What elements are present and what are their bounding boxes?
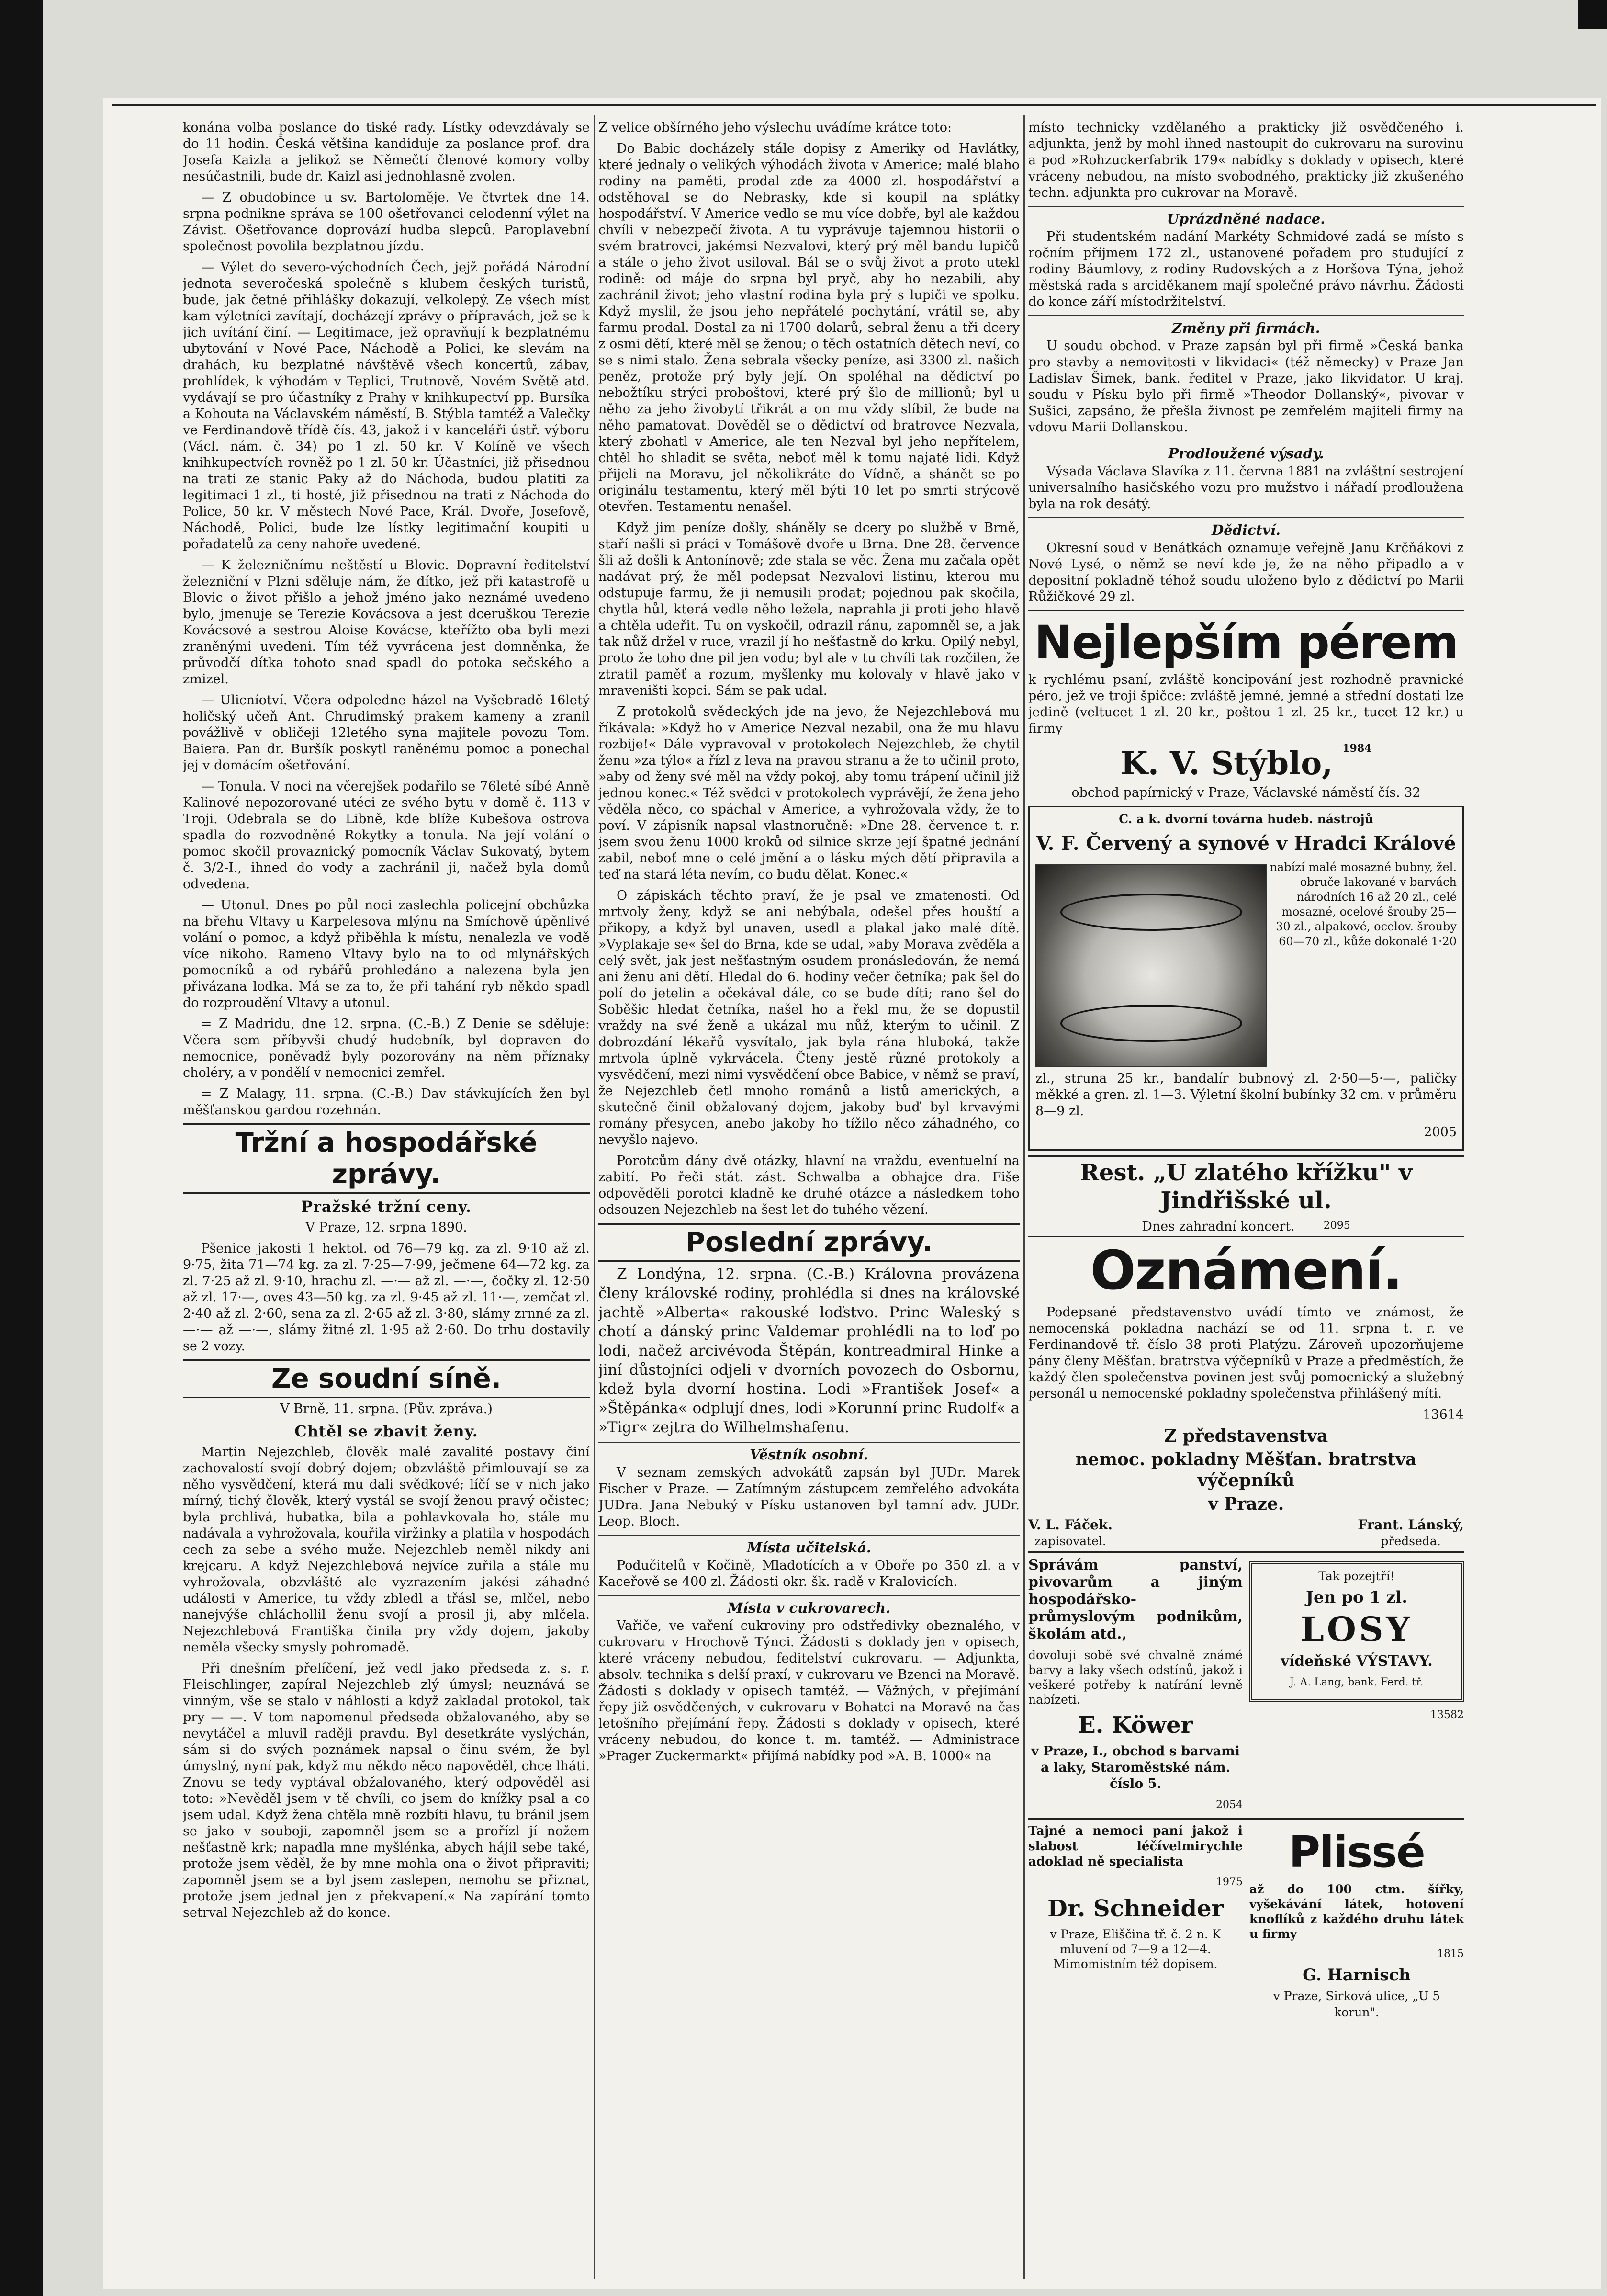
ad-restaurant: [1028, 1155, 1464, 1237]
ad-plisse-address: v Praze, Sirková ulice, „U 5 korun".: [1273, 1989, 1440, 2019]
ad-number: 1984: [1342, 742, 1372, 755]
article-text: konána volba poslance do tiské rady. Lístky odevzdávaly se do 11 hodin. Česká většina kandiduje za poslance prof. dra Josefa Kaizla a jelikož se Němečtí členové komory volby nesúčastnili, bude dr. Kaizl asi jednohlasně zvolen.: [183, 120, 590, 184]
article-text: = Z Malagy, 11. srpna. (C.-B.) Dav stávkujících žen byl měšťanskou gardou rozehnán.: [183, 1086, 590, 1118]
ad-announcement-head1: Z představenstva: [1164, 1426, 1328, 1446]
inheritance-text: Okresní soud v Benátkách oznamuje veřejně Janu Krčňákovi z Nové Lysé, o němž se neví kde je, že na něho připadlo a v depositní pokladně téhož soudu uloženo bylo z dědictví po Marii Růžičkové 29 zl.: [1028, 541, 1464, 604]
ad-lottery-title: LOSY: [1300, 1609, 1413, 1649]
vestnik-text: V seznam zemských advokátů zapsán byl JUDr. Marek Fischer v Praze. — Zatímným zástupcem zemřelého advokáta JUDra. Jana Nebuký v Písku ustanoven byl tamní adv. JUDr. Leop. Bloch.: [598, 1465, 1020, 1529]
ad-announcement-text: Podepsané představenstvo uvádí tímto ve známost, že nemocenská pokladna nachází se od 11. srpna t. r. ve Ferdinandově tř. číslo 38 proti Platýzu. Zároveň upozorňujeme pány členy Měšťan. bratrstva výčepníků v Praze a předměstích, že každý člen společenstva povinen jest svůj pomocnický a služebný personál u nemocenské pokladny společenstva přihlášený míti.: [1028, 1305, 1464, 1401]
court-text: Do Babic docházely stále dopisy z Ameriky od Havlátky, které jednaly o velikých výhodách života v Americe; malé blaho rodiny na paměti, prodal zde za 4000 zl. hospodářství a odstěhoval se do Nebrasky, kde si koupil na splátky hospodářství. V Americe vedlo se mu více dobře, byl ale každou chvíli v nebezpečí života. A tu vyprávuje tajemnou historii o svém bratrovci, jakémsi Nezvalovi, který prý měl bandu lupičů a stále o jeho život usiloval. Bál se o svůj život a proto utekl rodině: od máje do srpna byl pryč, aby ho nezabili, aby zachránil život; jeho vlastní rodina byla prý s lupiči ve spolku. Když myslil, že jsou jeho nepřátelé pochytání, vrátil se, aby farmu prodal. Dostal za ni 1700 dolarů, sebral ženu a tři dcery z osmi dětí, které měl se ženou; o těch ostatních dětech neví, co se s nimi stalo. Žena sebrala všecky peníze, asi 3300 zl. našich peněz, protože prý byly její. On spoléhal na dědictví po nebožtíku strýci proboštovi, které prý šlo de millionů; byl u něho za jeho živobytí třikrát a on mu vždy slíbil, že bude na něho pamatovat. Dověděl se o dědictví od bratrovce Nezvala, který zbohatl v Americe, ale ten Nezval byl jeho nepřítelem, chtěl ho shladit se světa, neboť měl k tomu najaté lidi. Když přijeli na Moravu, jel několikráte do Vídně, a shánět se po originálu testamentu, který měl býti 10 let po smrti strýcově otevřen. Testamentu nenašel.: [598, 141, 1020, 514]
ad-paints-text: dovoluji sobě své chvalně známé barvy a laky všech odstínů, jakož i veškeré potřeby k natírání levně nabízeti.: [1028, 1648, 1243, 1707]
divider: [1028, 206, 1464, 207]
signature-role: zapisovatel.: [1034, 1534, 1106, 1548]
page-corner: [1578, 0, 1607, 29]
teaching-posts-text: Podučitelů v Kočině, Mladotících a v Oboře po 350 zl. a v Kaceřově se 400 zl. Žádosti okr. šk. radě v Kralovicích.: [598, 1558, 1020, 1589]
column-1: [183, 120, 590, 2279]
ad-drums-offer: nabízí malé mosazné bubny, žel. obruče lakované v barvách národních 16 až 20 zl., celé mosazné, ocelové šrouby 25—30 zl., alpakové, ocelov. šrouby 60—70 zl., kůže dokonalé 1·20: [1270, 860, 1457, 948]
ad-number: 2095: [1323, 1220, 1350, 1232]
section-title-latest: Poslední zprávy.: [598, 1223, 1020, 1262]
ad-plisse-firm: G. Harnisch: [1303, 1966, 1411, 1985]
heading-teaching-posts: Místa učitelská.: [747, 1539, 871, 1556]
drum-box-illustration: [1035, 864, 1267, 1067]
sugar-posts-text: místo technicky vzdělaného a prakticky již osvědčeného i. adjunkta, jenž by mohl ihned nastoupit do cukrovaru na surovinu a pod »Rohzuckerfabrik 179« nabídky s doklady v opisech, které vráceny nebudou, na místo svobodného, prakticky již zkušeného techn. adjunkta pro cukrovar na Moravě.: [1028, 120, 1464, 200]
ad-number: 2005: [1424, 1125, 1457, 1140]
ad-announcement: [1028, 1240, 1464, 1549]
ad-pen-text: k rychlému psaní, zvláště koncipování jest rozhodně pravnické péro, jež ve trojí špičce: zvláště jemné, jemné a střední dostati lze jedině (veltucet 1 zl. 20 kr., poštou 1 zl. 25 kr., tucet 12 kr.) u firmy: [1028, 672, 1464, 736]
ad-restaurant-title: Rest. „U zlatého křížku" v Jindřišské ul.: [1080, 1159, 1412, 1214]
privileges-text: Výsada Václava Slavíka z 11. června 1881 na zvláštní sestrojení universalního hasičského vozu pro mužstvo i nářadí prodloužena byla na rok desátý.: [1028, 464, 1464, 511]
ad-number: 1975: [1216, 1876, 1243, 1888]
ad-announcement-title: Oznámení.: [1090, 1240, 1402, 1302]
ad-paints-head: Správám panství, pivovarům a jiným hospodářsko-průmyslovým podnikům, školám atd.,: [1028, 1557, 1243, 1642]
section-title-market: Tržní a hospodářské zprávy.: [183, 1123, 590, 1194]
court-text: Z velice obšírného jeho výslechu uvádíme krátce toto:: [598, 120, 952, 135]
article-text: = Z Madridu, dne 12. srpna. (C.-B.) Z Denie se sděluje: Včera sem příbyvši chudý hudebník, byl dopraven do nemocnice, poněvadž byly pozorovány na něm příznaky choléry, a v pondělí v nemocnici zemřel.: [183, 1017, 590, 1080]
signatures: [1028, 1517, 1464, 1549]
court-heading: Chtěl se zbavit ženy.: [294, 1422, 478, 1440]
ad-doctor-text: Tajné a nemoci paní jakož i slabost léčívelmirychle adoklad ně specialista: [1028, 1824, 1243, 1869]
heading-vestnik: Věstník osobní.: [750, 1447, 868, 1463]
court-text: Při dnešním přelíčení, jež vedl jako předseda z. s. r. Fleischlinger, zapíral Nejezchleb zlý úmysl; neuznává se vinným, vše se stalo v náhlosti a když zakladal protokol, tak pry — —. V tom napomenul předseda obžalovaného, aby se nevytáčel a mluvil raději pravdu. Byl desetkráte vyslýchán, sám si do svých poznámek napsal o činu svém, že byl úmyslný, nyní pak, když mu někdo něco napověděl, chce lháti. Znovu se tedy vyptával obžalovaného, který odpověděl asi toto: »Nevěděl jsem v tě chvíli, co jsem do knížky psal a co jsem udal. Když žena chtěla mně rozbíti hlavu, tu bránil jsem se jako v souboji, zapomněl jsem se a prořízl jí nožem nešťastně krk; napadla mne myšlénka, abych hájil sebe také, protože jsem věděl, že by mne mohla ona o život připraviti; zapomněl jsem se a byl jsem zaslepen, nemohu se přiznat, protože jsem jednal jen z překvapení.« Na zapírání tomto setrval Nejezchleb až do konce.: [183, 1661, 590, 1920]
ad-drums-prices: zl., struna 25 kr., bandalír bubnový zl. 2·50—5·—, paličky měkké a gren. zl. 1—3. Výletní školní bubínky 32 cm. v průměru 8—9 zl.: [1035, 1071, 1457, 1119]
column-rule-2: [1023, 115, 1025, 2279]
ad-lottery-sub: vídeňské VÝSTAVY.: [1281, 1653, 1433, 1670]
sugar-posts-text: Vařiče, ve vaření cukroviny pro odstředivky obeznalého, v cukrovaru v Hrochově Týnci. Žádosti s doklady jen v opisech, které vráceny nebudou, feditelství cukrovaru. — Adjunkta, absolv. technika s delší praxí, v cukrovaru ve Bzenci na Moravě. Žádosti s doklady v opisech tamtéž. — Vážných, v přejímání řepy již osvědčených, v cukrovaru v Bohatci na Moravě na čas letošního přejímání řepy. Žádosti s doklady v opisech, které vráceny nebudou, do konce t. m. tamtéž. — Administrace »Prager Zuckermarkt« přijímá nabídky pod »A. B. 1000« na: [598, 1618, 1020, 1764]
heading-sugar-posts: Místa v cukrovarech.: [727, 1600, 891, 1616]
small-ads-row-2: [1028, 1818, 1464, 2025]
divider: [598, 1442, 1020, 1443]
ad-drums-header: C. a k. dvorní továrna hudeb. nástrojů: [1119, 812, 1373, 826]
court-text: Z protokolů svědeckých jde na jevo, že Nejezchlebová mu říkávala: »Když ho v Americe Nezval nezabil, ona že mu hlavu rozbije!« Dále vypravoval v protokolech Nejezchleb, že chytil ženu »za týlo« a řízl z leva na pravou stranu a že to učinil proto, »aby od ženy své měl na vždy pokoj, aby tomu trápení učinil již jednou konec.« Též svědci v protokolech vyprávějí, že žena jeho věděla něco, co spáchal v Americe, a vyhrožovala vždy, že to poví. V zápisník napsal vlastnoručně: »Dne 28. července t. r. jsem svou ženu 1000 kroků od silnice skrze její špatné jednání zabil, neboť mne o celé jmění a o lásku mých dětí připravila a teď na stará léta nevím, co budu dělat. Konec.«: [598, 704, 1020, 882]
column-rule-1: [594, 115, 595, 2279]
ad-doctor: [1028, 1823, 1243, 2025]
ad-doctor-address: v Praze, Eliščina tř. č. 2 n. K mluvení od 7—9 a 12—4. Mimomistním též dopisem.: [1050, 1927, 1221, 1971]
latest-news-text: Z Londýna, 12. srpna. (C.-B.) Královna provázena členy královské rodiny, prohlédla si dnes na královské jachtě »Alberta« rakouské loďstvo. Princ Waleský s chotí a dánský princ Valdemar prohlédli na to loď po lodi, načež arcivévoda Štěpán, kontreadmiral Hinke a jiní důstojníci odjeli v dvorních povozech do Osbornu, kdež byla dvorní hostina. Lodi »František Josef« a »Štěpánka« odplují dnes, lodi »Korunní princ Rudolf« a »Tigr« zejtra do Wilhelmshafenu.: [598, 1266, 1020, 1436]
firm-changes-text: U soudu obchod. v Praze zapsán byl při firmě »Česká banka pro stavby a nemovitosti v likvidaci« (též německy) v Praze Jan Ladislav Šimek, bank. ředitel v Praze, jako likvidator. U kraj. soudu v Písku bylo při firmě »Theodor Dollanský«, pivovar v Sušici, zapsáno, že přešla živnost pe zemřelém majiteli firmy na vdovu Marii Dollanskou.: [1028, 339, 1464, 435]
article-text: — Tonula. V noci na včerejšek podařilo se 76leté síbé Anně Kalinové nepozorované utéci ze svého bytu v domě č. 113 v Troji. Odebrala se do Libně, kde blíže Kubešova ostrova spadla do rozvodněné Rokytky a tonula. Na její volání o pomoc skočil provaznický pomocník Václav Sukovatý, bytem č. 3/2-I., ihned do vody a zachránil ji, načež byla domů odvedena.: [183, 779, 590, 892]
ad-lottery-seller: J. A. Lang, bank. Ferd. tř.: [1290, 1676, 1424, 1688]
market-heading: Pražské tržní ceny.: [301, 1198, 472, 1216]
page-binding-shadow: [0, 0, 43, 2296]
article-text: — Výlet do severo-východních Čech, jejž pořádá Národní jednota severočeská společně s klubem českých turistů, bude, jak četné přihlášky dokazují, velkolepý. Ze všech míst kam výletníci zavítají, docházejí zprávy o přípravách, jež se k jich uvítání činí. — Legitimace, jež opravňují k bezplatnému ubytování v Nové Pace, Náchodě a Polici, ke slevám na drahách, ku bezplatné návštěvě všech koncertů, zábav, prohlídek, k výhodám v Teplici, Trutnově, Novém Světě atd. vydávají se pro účastníky z Prahy v knihkupectví pp. Bursíka a Kohouta na Václavském náměstí, B. Stýbla tamtéž a Valečky ve Ferdinandově třídě čís. 43, jakož i v kanceláři ústř. výboru (Václ. nám. č. 34) po 1 zl. 50 kr. V Kolíně ve všech knihkupectvích rovněž po 1 zl. 50 kr. Účastníci, již přisednou na trati ze stanic Paky až do Náchoda, budou platiti za legitimaci 1 zl., ti hosté, již přisednou na trati z Náchoda do Police, 50 kr. V městech Nové Pace, Král. Dvoře, Josefově, Náchodě, Polici, bude lze lístky legitimační koupiti u pořadatelů za ceny nahoře uvedené.: [183, 260, 590, 552]
ad-number: 13614: [1423, 1407, 1464, 1422]
court-text: Martin Nejezchleb, člověk malé zavalité postavy činí zachovalostí svojí dobrý dojem; obzvláště přimlouvají se za něho vysvědčení, která mu dali svědkové; líčí se v nich jako mírný, tichý člověk, který vystál se svojí ženou pravý očistec; byla prchlivá, hubatka, bila a pohlavkovala ho, stále mu nadávala a vyhrožovala, kouřila viržinky a platila v hospodách cech za sebe a svého muže. Nejezchleb neměl nikdy ani krejcaru. A když Nejezchlebová nejvíce zuřila a stále mu vyhrožovala, obzvláště ale vyzrazením jakési záhadné události v Americe, tu vždy zbledl a třásl se, mlčel, nebo nanejvýše chláchollil ženu svojí a prosil ji, aby mlčela. Nejezchlebová Františka činila pry vždy dojem, jakoby neměla všecky smysly pohromadě.: [183, 1445, 590, 1655]
heading-privileges: Prodloužené výsady.: [1168, 445, 1324, 462]
market-text: Pšenice jakosti 1 hektol. od 76—79 kg. za zl. 9·10 až zl. 9·75, žita 71—74 kg. za zl. 7·25—7·99, ječmene 64—72 kg. za zl. 7·25 až zl. 9·10, hrachu zl. —·— až zl. —·—, čočky zl. 12·50 až zl. 17·—, oves 43—50 kg. za zl. 9·45 až zl. 11·—, zemčat zl. 2·40 až zl. 2·60, sena za zl. 2·65 až zl. 3·80, slámy zrnné za zl. —·— až —·—, slámy žitné zl. 1·95 až 2·60. Do trhu dostavily se 2 vozy.: [183, 1241, 590, 1354]
ad-restaurant-text: Dnes zahradní koncert.: [1142, 1219, 1295, 1234]
small-ads-row-1: [1028, 1551, 1464, 1818]
ad-plisse-text: až do 100 ctm. šířky, vyšekávání látek, hotovení knoflíků z každého druhu látek u firmy: [1249, 1882, 1464, 1941]
foundations-text: Při studentském nadání Markéty Schmidové zadá se místo s ročním příjmem 172 zl., ustanovené pořadem pro studující z rodiny Báumlovy, z rodiny Rudovských a z Horšova Týna, jehož městská rada s arciděkanem mají společné právo návrhu. Žádosti do konce září místodržitelství.: [1028, 229, 1464, 309]
ad-plisse: [1249, 1823, 1464, 2025]
ad-lottery: [1249, 1557, 1464, 1818]
court-text: Když jim peníze došly, sháněly se dcery po službě v Brně, staří našli si práci v Tomášově dvoře u Brna. Dne 28. července šli až došli k Antonínově; zde stala se věc. Žena mu začala opět nadávat prý, že měl podepsat Nezvalovi listinu, kterou mu odstupuje farmu, že ji nemusili prodat; pojednou pak skočila, chytla hůl, která vedle něho ležela, naprahla ji proti jeho hlavě a chtěla udeřit. Tu on vyskočil, odrazil ránu, zapomněl se, a jak tak nůž držel v ruce, vrazil jí ho nešťastně do krku. Opilý nebyl, proto že toho dne pil jen vodu; byl ale v tu chvíli tak rozčilen, že ztratil paměť a rozum, myšlenky mu kolovaly v hlavě jako v mraveništi kopci. Sám se pak udal.: [598, 520, 1020, 698]
column-2: [598, 120, 1020, 2279]
ad-pen-title: Nejlepším pérem: [1034, 616, 1458, 669]
signature-name: Frant. Lánský,: [1358, 1517, 1464, 1533]
ad-pen-firm: K. V. Stýblo,: [1120, 745, 1333, 782]
divider: [598, 1535, 1020, 1536]
ad-lottery-price: Jen po 1 zl.: [1305, 1588, 1408, 1607]
article-text: — K železničnímu neštěstí u Blovic. Dopravní ředitelství železniční v Plzni sděluje nám, že dítko, jež při katastrofě u Blovic o život přišlo a jehož jméno jako neznámé uvedeno bylo, jmenuje se Terezie Kovácsova a jest dceruškou Terezie Kovácsové a sestrou Aloise Kovácse, kteřížto oba byli mezi zraněnými uvedeni. Tím též vyvrácena jest domněnka, že průvodčí dítka tohoto snad spadl do potoka sečského a zmizel.: [183, 558, 590, 687]
ad-paints-address: v Praze, I., obchod s barvami a laky, Staroměstské nám. číslo 5.: [1031, 1744, 1240, 1791]
signature-role: předseda.: [1381, 1534, 1441, 1548]
ad-doctor-name: Dr. Schneider: [1047, 1895, 1224, 1922]
article-text: — Utonul. Dnes po půl noci zaslechla policejní obchůzka na břehu Vltavy u Karpelesova mlýnu na Smíchově úpěnlivé volání o pomoc, a když přiběhla k místu, nenalezla ve vodě více nikoho. Rameno Vltavy bylo na to od mlynářských pomocníků a od rybářů prohledáno a nalezena byla jen přivázana lodka. Má se za to, že při tahání ryb někdo spadl do rozproudění Vltavy a utonul.: [183, 898, 590, 1010]
top-rule: [112, 104, 1596, 106]
court-date: V Brně, 11. srpna. (Pův. zpráva.): [280, 1402, 493, 1416]
heading-foundations: Uprázdněné nadace.: [1167, 211, 1326, 227]
signature-name: V. L. Fáček.: [1028, 1517, 1113, 1533]
divider: [1028, 517, 1464, 518]
ad-drums-firm: V. F. Červený a synové v Hradci Králové: [1036, 832, 1456, 855]
article-text: — Ulicníotví. Včera odpoledne házel na Vyšebradě 16letý holičský učeň Ant. Chrudimský prakem kameny a zranil povážlivě v obličeji 12letého syna majitele povozu Tom. Baiera. Pan dr. Buršík poskytl raněnému pomoc a ponechal jej v domácím ošetřování.: [183, 693, 590, 773]
ad-paints-firm: E. Köwer: [1078, 1712, 1193, 1739]
ad-pen: [1028, 610, 1464, 801]
ad-number: 13582: [1430, 1709, 1464, 1721]
ad-lottery-top: Tak pozejtří!: [1318, 1569, 1395, 1583]
divider: [1028, 315, 1464, 316]
ad-paints: [1028, 1557, 1243, 1818]
column-3: [1028, 120, 1464, 2279]
ad-pen-address: obchod papírnický v Praze, Václavské náměstí čís. 32: [1071, 785, 1421, 800]
ad-plisse-title: Plissé: [1289, 1827, 1425, 1878]
heading-inheritance: Dědictví.: [1212, 522, 1281, 538]
court-text: Porotcům dány dvě otázky, hlavní na vraždu, eventuelní na zabití. Po řeči stát. zást. Schwalba a obhajce dra. Fiše odpověděli porotci kladně ke druhé otázce a následkem toho odsouzen Nejezchleb na šest let do tuhého vězení.: [598, 1154, 1020, 1217]
heading-firm-changes: Změny při firmách.: [1172, 320, 1320, 336]
ad-announcement-head3: v Praze.: [1208, 1494, 1284, 1514]
ad-drums: [1028, 806, 1464, 1151]
ad-announcement-head2: nemoc. pokladny Měšťan. bratrstva výčepníků: [1075, 1449, 1417, 1491]
ad-number: 1815: [1437, 1948, 1464, 1960]
article-text: — Z obudobince u sv. Bartoloměje. Ve čtvrtek dne 14. srpna podnikne správa se 100 ošetřovanci celodenní výlet na Závist. Ošetřovance doprovází hudba slepců. Paroplavební společnost povolila bezplatnou jízdu.: [183, 190, 590, 254]
ad-number: 2054: [1216, 1799, 1243, 1811]
section-title-court: Ze soudní síně.: [183, 1359, 590, 1398]
market-date: V Praze, 12. srpna 1890.: [305, 1220, 467, 1235]
court-text: O zápiskách těchto praví, že je psal ve zmatenosti. Od mrtvoly ženy, když se ani nebýbala, odešel přes houští a přikopy, a když byl unaven, usedl a plakal jako malé dítě. »Vyplakaje se« šel do Brna, kde se udal, »aby Morava zvěděla a celý svět, jak jest nešťastným osudem pronásledován, že nemá ani ženu ani dětí. Hledal do 6. hodiny večer četníka; pak šel do polí do jetelin a očekával dále, co se bude díti; rano šel do Soběšic hledat četníka, našel ho a řekl mu, že se dopustil vraždy na své ženě a ukázal mu nůž, kterým to učinil. Z dobrozdání lékařů vysvítalo, jak byla rána hluboká, takže mrtvola úplně vykrvácela. Čteny jestě různé protokoly a vysvědčení, mezi nimi vysvědčení obce Babice, v němž se praví, že Nejezchleb četl mnoho románů a listů amerických, a skutečně činil obžalovaný dojem, jakoby buď byl krvavými romány přesycen, anebo jakoby ho tížilo něco záhadného, co nevyšlo najevo.: [598, 888, 1020, 1147]
divider: [598, 1595, 1020, 1596]
